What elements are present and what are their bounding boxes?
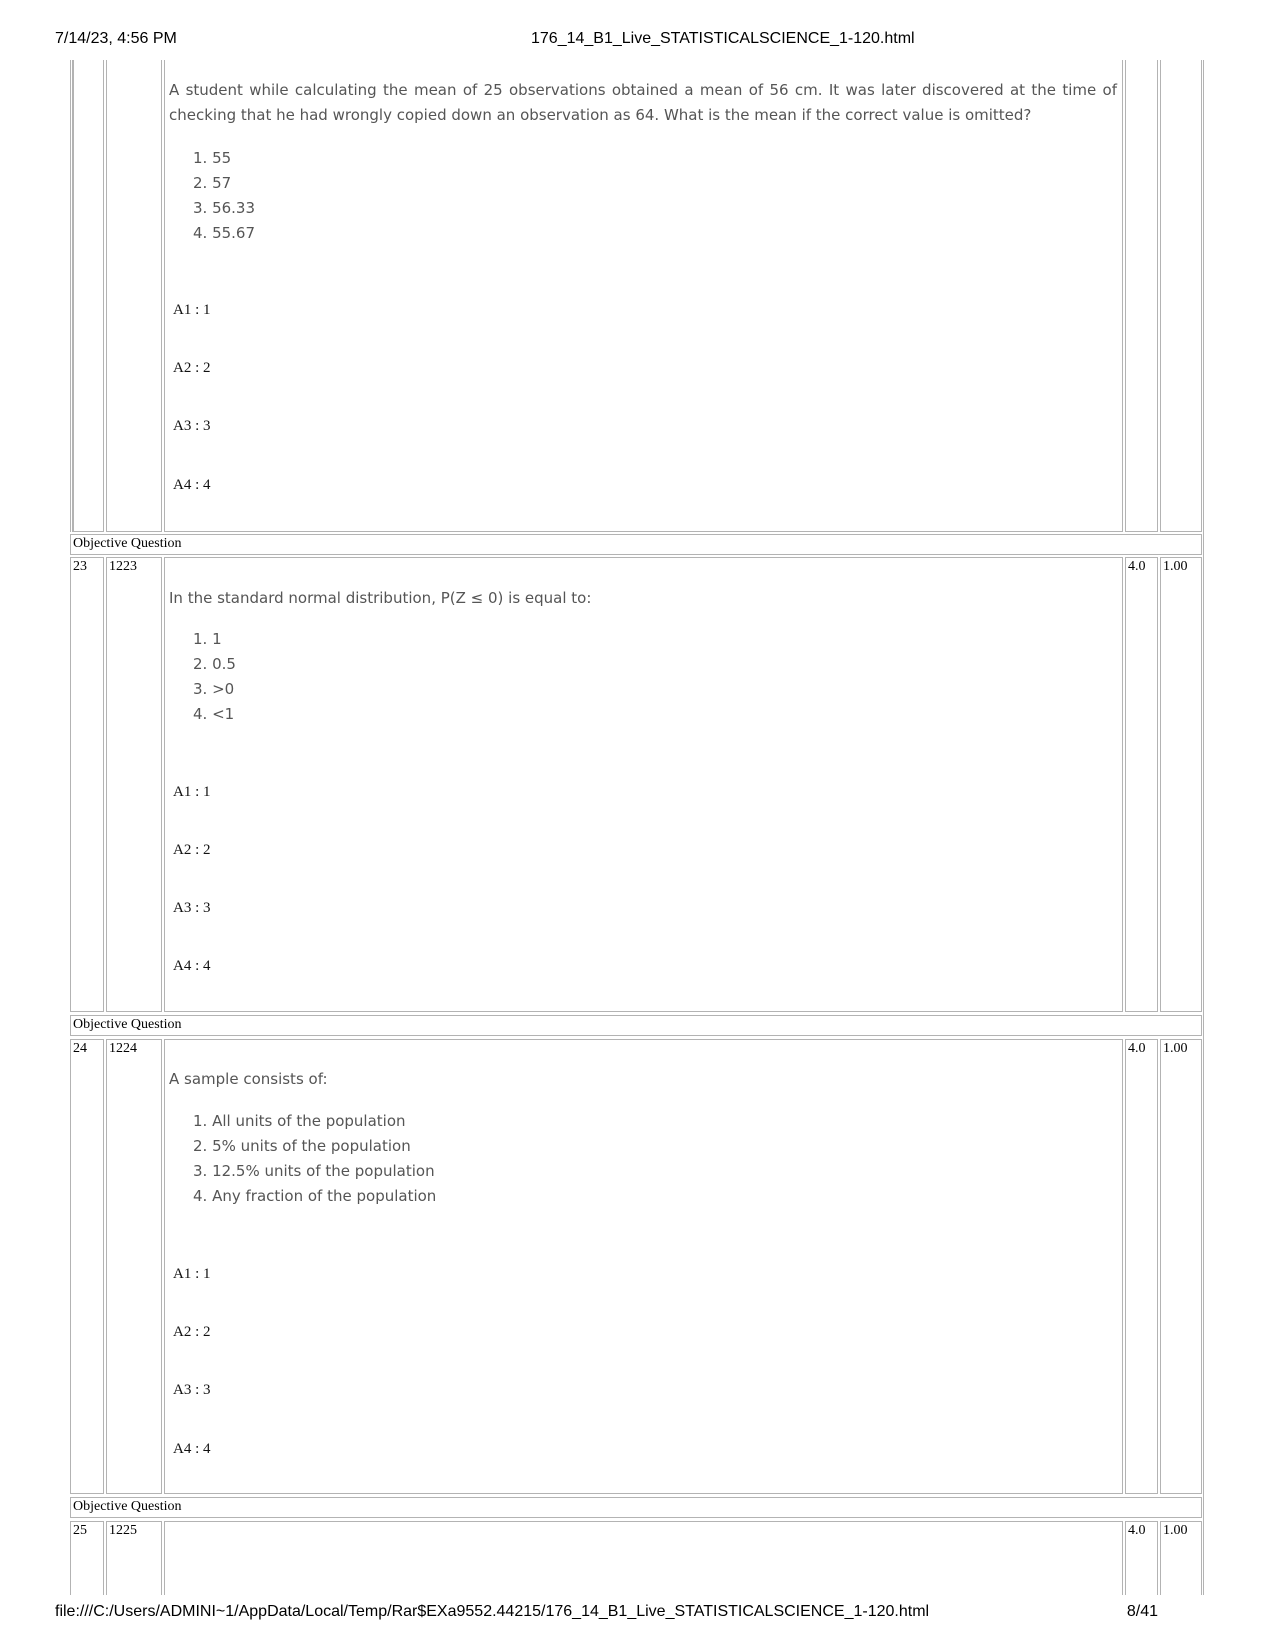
question-text: In the standard normal distribution, P(Z ≤ 0) is equal to: xyxy=(169,589,592,607)
sno-cell: 24 xyxy=(70,1039,104,1494)
answer-line: A3 : 3 xyxy=(173,1382,211,1398)
option-item: 3. 12.5% units of the population xyxy=(193,1162,435,1180)
question-text: A student while calculating the mean of 25 observations obtained a mean of 56 cm. It was later discovered at the time of checking that he had wrongly copied down an observation as 64. What is the mean if the correct value is omitted? xyxy=(169,81,1117,124)
option-list xyxy=(193,1109,436,1209)
option-item: 4. Any fraction of the population xyxy=(193,1187,437,1205)
option-item: 3. 56.33 xyxy=(193,199,256,217)
qid-cell: 1224 xyxy=(106,1039,162,1494)
answer-line: A3 : 3 xyxy=(173,900,211,916)
sno-cell xyxy=(73,60,104,532)
marks-cell xyxy=(1125,60,1158,532)
print-header xyxy=(55,30,1158,52)
sno-cell: 23 xyxy=(70,557,104,1012)
negative-marks-cell: 1.00 xyxy=(1160,1521,1202,1595)
marks-cell: 4.0 xyxy=(1125,1521,1158,1595)
option-list xyxy=(193,627,236,727)
qid-cell: 1225 xyxy=(106,1521,162,1595)
sno-cell: 25 xyxy=(70,1521,104,1595)
negative-marks-cell: 1.00 xyxy=(1160,1039,1202,1494)
option-item: 3. >0 xyxy=(193,680,235,698)
answer-line: A2 : 2 xyxy=(173,360,211,376)
option-item: 2. 5% units of the population xyxy=(193,1137,411,1155)
option-item: 2. 0.5 xyxy=(193,655,236,673)
negative-marks-cell: 1.00 xyxy=(1160,557,1202,1012)
option-item: 1. 55 xyxy=(193,149,232,167)
question-cell xyxy=(164,60,1123,532)
answer-line: A1 : 1 xyxy=(173,784,211,800)
option-list xyxy=(193,146,255,246)
option-item: 1. All units of the population xyxy=(193,1112,406,1130)
marks-cell: 4.0 xyxy=(1125,1039,1158,1494)
answer-line: A3 : 3 xyxy=(173,418,211,434)
answer-line: A4 : 4 xyxy=(173,958,211,974)
answer-line: A2 : 2 xyxy=(173,842,211,858)
answer-line: A2 : 2 xyxy=(173,1324,211,1340)
question-cell xyxy=(164,1521,1123,1595)
qid-cell xyxy=(106,60,162,532)
question-cell xyxy=(164,1039,1123,1494)
file-path: file:///C:/Users/ADMINI~1/AppData/Local/Temp/Rar$EXa9552.44215/176_14_B1_Live_STATISTICALSCIENCE_1-120.html xyxy=(55,1603,930,1620)
option-item: 2. 57 xyxy=(193,174,232,192)
question-cell xyxy=(164,557,1123,1012)
qid-cell: 1223 xyxy=(106,557,162,1012)
answer-line: A1 : 1 xyxy=(173,302,211,318)
question-text: A sample consists of: xyxy=(169,1070,328,1088)
document-title: 176_14_B1_Live_STATISTICALSCIENCE_1-120.html xyxy=(531,30,915,47)
question-type-row: Objective Question xyxy=(70,1497,1202,1518)
print-datetime: 7/14/23, 4:56 PM xyxy=(55,30,177,47)
negative-marks-cell xyxy=(1160,60,1202,532)
page-number: 8/41 xyxy=(1126,1603,1158,1620)
marks-cell: 4.0 xyxy=(1125,557,1158,1012)
answer-line: A1 : 1 xyxy=(173,1266,211,1282)
question-type-row: Objective Question xyxy=(70,1015,1202,1036)
option-item: 4. <1 xyxy=(193,705,235,723)
answer-line: A4 : 4 xyxy=(173,1441,211,1457)
answer-line: A4 : 4 xyxy=(173,477,211,493)
table-outer-right-border xyxy=(1203,60,1204,1595)
question-type-row: Objective Question xyxy=(70,534,1202,555)
option-item: 1. 1 xyxy=(193,630,222,648)
option-item: 4. 55.67 xyxy=(193,224,256,242)
print-footer xyxy=(55,1603,1158,1625)
